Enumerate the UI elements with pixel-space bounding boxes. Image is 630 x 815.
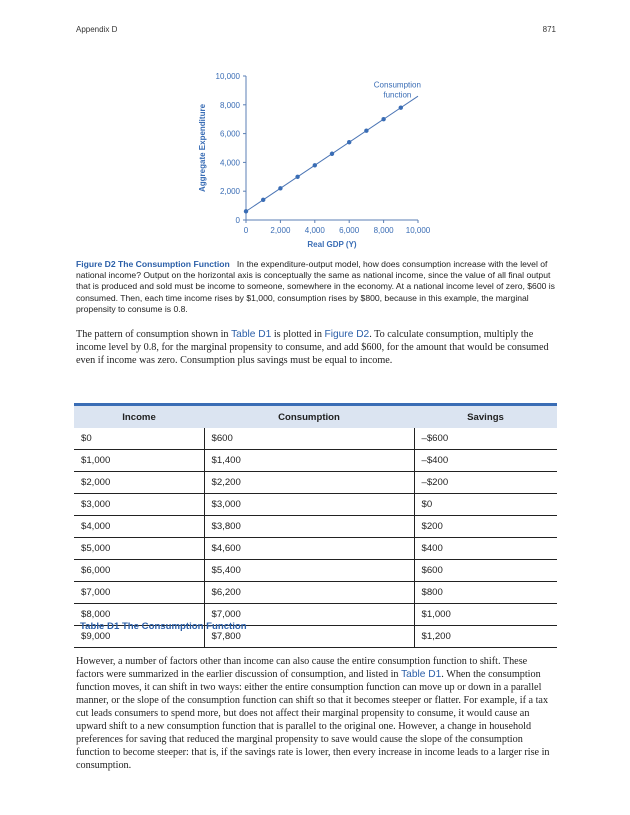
income-cell: $1,000	[74, 450, 204, 472]
para2-text-1: However, a number of factors other than income can also cause the entire consumption function to shift. These factors were summarized in the earlier discussion of consumption, and listed in	[76, 656, 528, 680]
y-tick-label: 6,000	[219, 129, 240, 139]
income-cell: $8,000	[74, 604, 204, 626]
consumption-function-chart	[190, 65, 440, 255]
savings-cell: $1,000	[414, 604, 557, 626]
data-point	[313, 163, 317, 167]
consumption-cell: $5,400	[204, 560, 414, 582]
column-header-consumption: Consumption	[204, 405, 414, 429]
data-point	[244, 209, 248, 213]
annotation-consumption-function: function	[383, 90, 412, 100]
data-point	[330, 152, 334, 156]
table-d1-link[interactable]: Table D1	[401, 669, 442, 680]
consumption-cell: $4,600	[204, 538, 414, 560]
y-tick-label: 4,000	[219, 158, 240, 168]
table-caption: Table D1 The Consumption Function	[80, 621, 247, 632]
consumption-table	[74, 403, 557, 648]
figure-caption	[76, 259, 556, 315]
savings-cell: –$200	[414, 472, 557, 494]
income-cell: $4,000	[74, 516, 204, 538]
column-header-savings: Savings	[414, 405, 557, 429]
figure-caption-text: In the expenditure-output model, how does consumption increase with the level of national income? Output on the horizontal axis is conceptually the same as national income, since the value of all final output that is produced and sold must be income to someone, somewhere in the economy. At a national income level of zero, $600 is consumed. Then, each time income rises by $1,000, consumption rises by $800, because in this example, the marginal propensity to consume is 0.8.	[76, 259, 555, 314]
figure-d2-link[interactable]: Figure D2	[324, 329, 370, 340]
table-row	[74, 538, 557, 560]
savings-cell: $1,200	[414, 626, 557, 648]
para1-text-1: The pattern of consumption shown in	[76, 329, 232, 340]
consumption-cell: $2,200	[204, 472, 414, 494]
x-tick-label: 8,000	[373, 226, 394, 235]
consumption-cell: $6,200	[204, 582, 414, 604]
table-header-row	[74, 405, 557, 429]
figure-label: Figure D2 The Consumption Function	[76, 259, 230, 269]
table-row	[74, 428, 557, 450]
annotation-consumption-function: Consumption	[373, 80, 421, 90]
data-point	[278, 186, 282, 190]
x-tick-label: 10,000	[405, 226, 431, 235]
savings-cell: $0	[414, 494, 557, 516]
income-cell: $3,000	[74, 494, 204, 516]
savings-cell: $400	[414, 538, 557, 560]
income-cell: $9,000	[74, 626, 204, 648]
y-tick-label: 10,000	[215, 72, 240, 81]
income-cell: $6,000	[74, 560, 204, 582]
data-point	[347, 140, 351, 144]
y-tick-label: 0	[235, 216, 240, 225]
savings-cell: $800	[414, 582, 557, 604]
income-cell: $5,000	[74, 538, 204, 560]
savings-cell: $600	[414, 560, 557, 582]
income-cell: $7,000	[74, 582, 204, 604]
x-tick-label: 0	[243, 226, 249, 235]
consumption-cell: $3,000	[204, 494, 414, 516]
column-header-income: Income	[74, 405, 204, 429]
x-tick-label: 6,000	[339, 226, 360, 235]
table-row	[74, 450, 557, 472]
x-tick-label: 4,000	[304, 226, 325, 235]
running-header: Appendix D	[76, 25, 118, 34]
savings-cell: –$600	[414, 428, 557, 450]
consumption-cell: $3,800	[204, 516, 414, 538]
data-point	[295, 175, 299, 179]
x-axis-label: Real GDP (Y)	[307, 240, 357, 249]
consumption-cell: $600	[204, 428, 414, 450]
data-point	[364, 129, 368, 133]
savings-cell: –$400	[414, 450, 557, 472]
para2-text-2: . When the consumption function moves, it can shift in two ways: either the entire consumption function can move up or down in a parallel manner, or the slope of the consumption function can shift so that it becomes steeper or flatter. For example, if a tax cut leads consumers to spend more, but does not affect their marginal propensity to consume, it would cause an upward shift to a new consumption function that is parallel to the original one. However, a change in household preferences for saving that reduced the marginal propensity to save would cause the slope of the consumption function to become steeper: that is, if the savings rate is lower, then every increase in income leads to a larger rise in consumption.	[76, 669, 550, 771]
page-number: 871	[542, 25, 556, 34]
y-tick-label: 8,000	[219, 100, 240, 110]
table-row	[74, 494, 557, 516]
data-point	[381, 117, 385, 121]
body-paragraph-1	[76, 328, 556, 367]
table-row	[74, 560, 557, 582]
consumption-cell: $7,000	[204, 604, 414, 626]
data-point	[261, 198, 265, 202]
x-tick-label: 2,000	[270, 226, 291, 235]
savings-cell: $200	[414, 516, 557, 538]
para1-text-3: . To calculate consumption, multiply the income level by 0.8, for the marginal propensity to consume, and add $600, for the amount that would be consumed even if income was zero. Consumption plus savings must be equal to income.	[76, 329, 549, 366]
income-cell: $0	[74, 428, 204, 450]
table-row	[74, 516, 557, 538]
consumption-cell: $1,400	[204, 450, 414, 472]
body-paragraph-2	[76, 655, 556, 772]
y-axis-label: Aggregate Expenditure	[198, 103, 207, 193]
table-row	[74, 472, 557, 494]
table-row	[74, 582, 557, 604]
consumption-cell: $7,800	[204, 626, 414, 648]
income-cell: $2,000	[74, 472, 204, 494]
para1-text-2: is plotted in	[271, 329, 325, 340]
y-tick-label: 2,000	[219, 187, 240, 197]
table-d1-link[interactable]: Table D1	[231, 329, 272, 340]
data-point	[399, 105, 403, 109]
